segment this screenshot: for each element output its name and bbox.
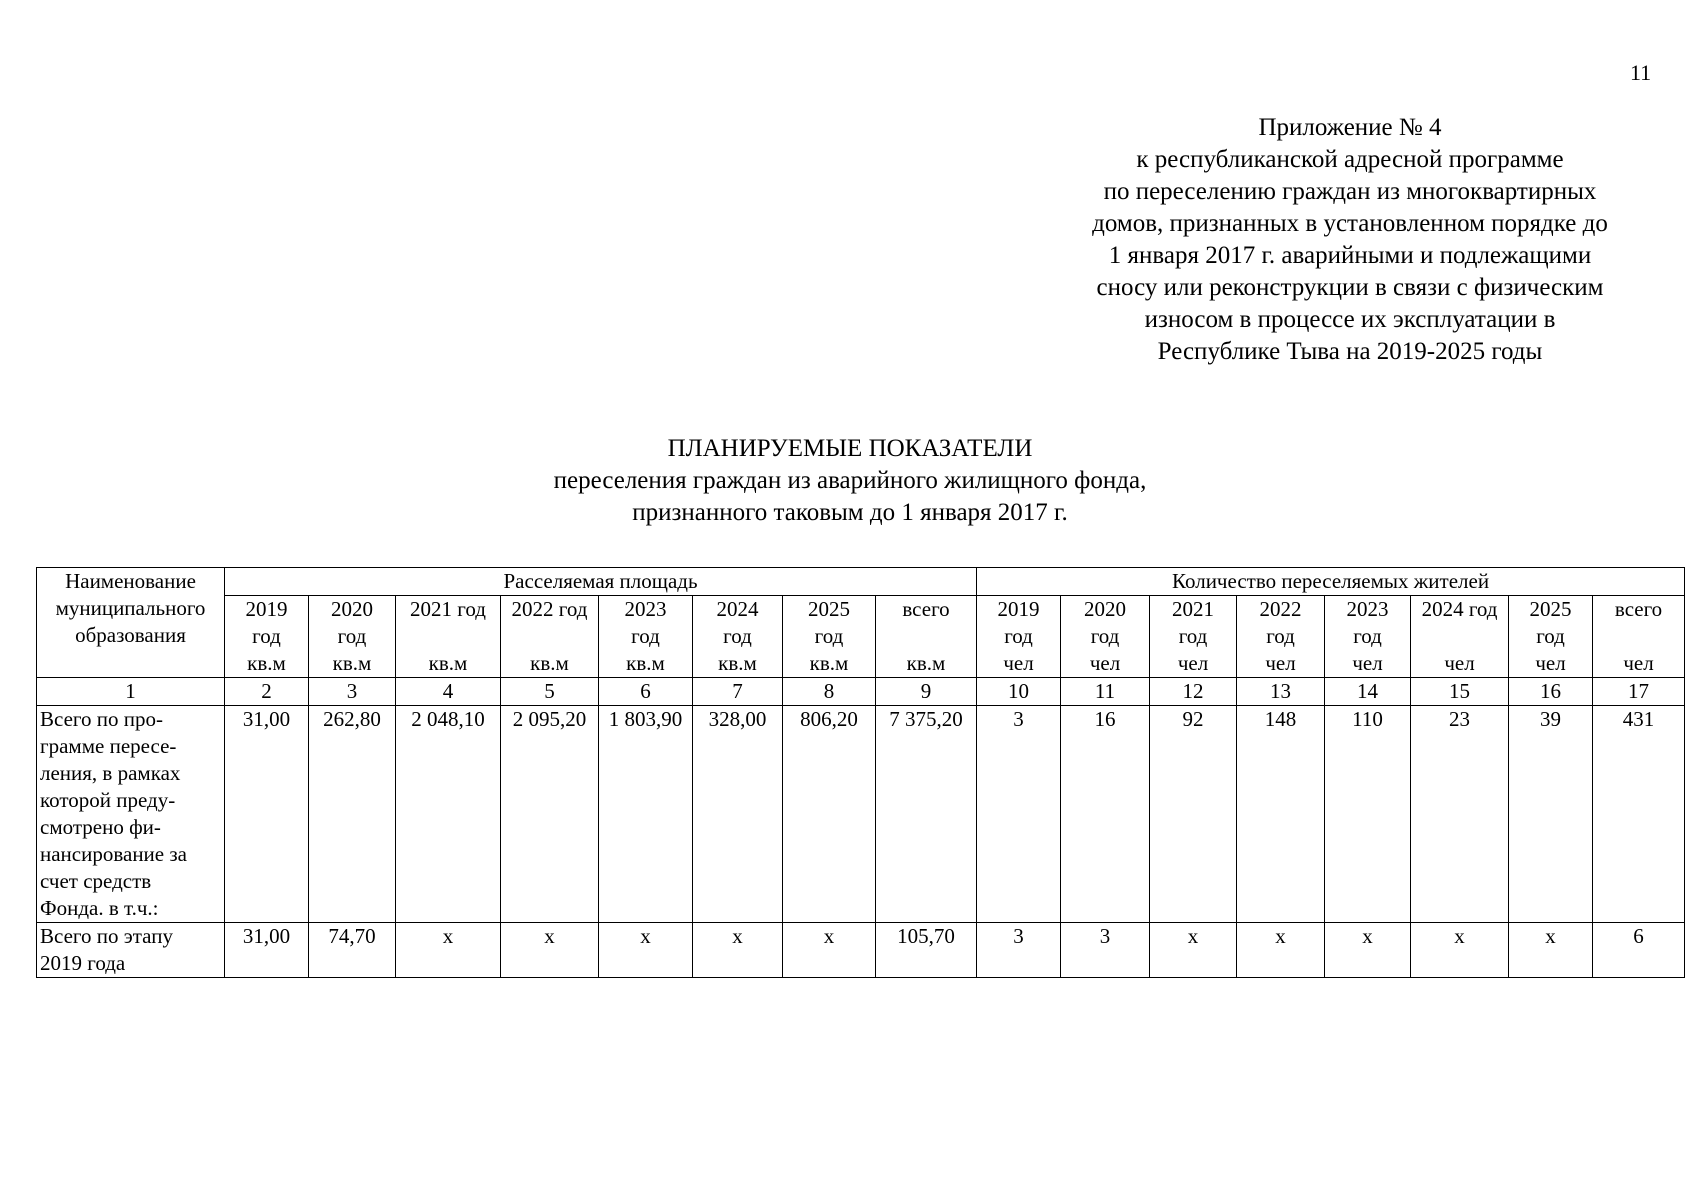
header-area-year — [396, 596, 501, 651]
data-cell: х — [1411, 923, 1509, 978]
appendix-line: домов, признанных в установленном порядке до — [1092, 210, 1608, 237]
cell-line: ления, в рамках — [40, 761, 181, 785]
header-area-year — [309, 596, 396, 651]
appendix-line: износом в процессе их эксплуатации в — [1144, 306, 1556, 333]
appendix-line: Приложение № 4 — [1258, 114, 1442, 141]
column-number: 14 — [1325, 678, 1411, 706]
data-cell: 2 095,20 — [501, 706, 599, 923]
data-cell: 105,70 — [876, 923, 977, 978]
data-cell: х — [1509, 923, 1593, 978]
header-people-unit: чел — [1593, 650, 1685, 678]
cell-line: образования — [75, 623, 186, 647]
header-area-year — [599, 596, 693, 651]
header-area-unit: кв.м — [783, 650, 876, 678]
cell-line: 2019 — [245, 597, 288, 621]
appendix-line: сносу или реконструкции в связи с физическим — [1096, 274, 1604, 301]
header-people-year — [1411, 596, 1509, 651]
title-subtitle-line: признанного таковым до 1 января 2017 г. — [632, 499, 1068, 526]
header-people-year — [977, 596, 1061, 651]
data-cell: 23 — [1411, 706, 1509, 923]
data-cell: х — [599, 923, 693, 978]
header-people-year — [1150, 596, 1237, 651]
table-row — [37, 923, 1685, 978]
data-cell: 262,80 — [309, 706, 396, 923]
indicators-table — [36, 567, 1685, 978]
data-cell: 31,00 — [225, 706, 309, 923]
header-municipality-name — [37, 568, 225, 678]
cell-line: год — [1004, 624, 1033, 648]
cell-line: год — [252, 624, 281, 648]
document-title — [350, 433, 1350, 529]
data-cell: 806,20 — [783, 706, 876, 923]
cell-line: 2025 — [808, 597, 850, 621]
header-people-unit: чел — [1061, 650, 1150, 678]
cell-line: 2019 — [997, 597, 1040, 621]
cell-line: год — [723, 624, 752, 648]
header-area-unit: кв.м — [693, 650, 783, 678]
header-area-year — [693, 596, 783, 651]
column-number: 15 — [1411, 678, 1509, 706]
column-number: 16 — [1509, 678, 1593, 706]
header-people-year — [1237, 596, 1325, 651]
appendix-line: по переселению граждан из многоквартирных — [1103, 178, 1597, 205]
header-people-unit: чел — [1237, 650, 1325, 678]
data-cell: 39 — [1509, 706, 1593, 923]
cell-line: 2021 год — [410, 597, 486, 621]
cell-line: Всего по про- — [40, 707, 163, 731]
column-number: 11 — [1061, 678, 1150, 706]
header-people-unit: чел — [1150, 650, 1237, 678]
header-area-year — [783, 596, 876, 651]
header-area-unit: кв.м — [876, 650, 977, 678]
column-number: 17 — [1593, 678, 1685, 706]
data-cell: 3 — [977, 706, 1061, 923]
cell-line: Наименование — [65, 569, 196, 593]
data-cell: 3 — [1061, 923, 1150, 978]
cell-line: год — [1178, 624, 1208, 648]
cell-line: грамме пересе- — [40, 734, 177, 758]
data-cell: 2 048,10 — [396, 706, 501, 923]
cell-line: год — [1353, 624, 1382, 648]
column-number: 1 — [37, 678, 225, 706]
data-cell: 74,70 — [309, 923, 396, 978]
cell-line: 2022 год — [511, 597, 588, 621]
cell-line: 2019 года — [40, 951, 126, 975]
cell-line: год — [631, 624, 660, 648]
data-cell: 6 — [1593, 923, 1685, 978]
cell-line: 2025 — [1529, 597, 1572, 621]
cell-line: которой преду- — [40, 788, 176, 812]
column-number: 5 — [501, 678, 599, 706]
header-area-year — [501, 596, 599, 651]
data-cell: 7 375,20 — [876, 706, 977, 923]
column-number: 13 — [1237, 678, 1325, 706]
cell-line: всего — [1614, 597, 1663, 621]
table-row — [37, 706, 1685, 923]
column-number: 10 — [977, 678, 1061, 706]
data-cell: х — [783, 923, 876, 978]
data-cell: х — [1150, 923, 1237, 978]
column-number: 3 — [309, 678, 396, 706]
header-people-year — [1325, 596, 1411, 651]
cell-line: год — [337, 624, 367, 648]
header-area-group: Расселяемая площадь — [225, 568, 977, 596]
data-cell: 16 — [1061, 706, 1150, 923]
data-cell: х — [396, 923, 501, 978]
data-cell: 1 803,90 — [599, 706, 693, 923]
header-area-unit: кв.м — [501, 650, 599, 678]
header-people-year — [1061, 596, 1150, 651]
column-number: 6 — [599, 678, 693, 706]
appendix-line: Республике Тыва на 2019-2025 годы — [1157, 338, 1543, 365]
title-subtitle-line: переселения граждан из аварийного жилищного фонда, — [553, 467, 1147, 494]
column-number: 7 — [693, 678, 783, 706]
cell-line: 2021 — [1172, 597, 1215, 621]
header-area-unit: кв.м — [599, 650, 693, 678]
data-cell: х — [501, 923, 599, 978]
cell-line: Фонда. в т.ч.: — [40, 896, 159, 920]
cell-line: год — [1090, 624, 1120, 648]
data-cell: х — [1325, 923, 1411, 978]
column-number: 2 — [225, 678, 309, 706]
header-area-unit: кв.м — [396, 650, 501, 678]
cell-line: год — [1266, 624, 1295, 648]
cell-line: нансирование за — [40, 842, 187, 866]
data-cell: 328,00 — [693, 706, 783, 923]
header-area-unit: кв.м — [309, 650, 396, 678]
page-number: 11 — [1630, 60, 1652, 85]
data-cell: х — [693, 923, 783, 978]
data-cell: 148 — [1237, 706, 1325, 923]
data-cell: 431 — [1593, 706, 1685, 923]
cell-line: всего — [902, 597, 950, 621]
header-people-unit: чел — [1325, 650, 1411, 678]
cell-line: 2024 — [716, 597, 759, 621]
row-name-cell — [37, 706, 225, 923]
cell-line: 2020 — [331, 597, 373, 621]
cell-line: муниципального — [55, 596, 206, 620]
appendix-line: 1 января 2017 г. аварийными и подлежащими — [1108, 242, 1592, 269]
header-area-unit: кв.м — [225, 650, 309, 678]
header-people-unit: чел — [977, 650, 1061, 678]
data-cell: 92 — [1150, 706, 1237, 923]
title-heading: ПЛАНИРУЕМЫЕ ПОКАЗАТЕЛИ — [667, 435, 1033, 462]
cell-line: год — [814, 624, 844, 648]
appendix-header — [1050, 112, 1650, 368]
header-people-year — [1509, 596, 1593, 651]
header-area-year — [225, 596, 309, 651]
row-name-cell — [37, 923, 225, 978]
cell-line: Всего по этапу — [40, 924, 173, 948]
column-number: 8 — [783, 678, 876, 706]
header-people-unit: чел — [1509, 650, 1593, 678]
cell-line: счет средств — [40, 869, 152, 893]
column-number: 12 — [1150, 678, 1237, 706]
appendix-line: к республиканской адресной программе — [1136, 146, 1564, 173]
header-people-unit: чел — [1411, 650, 1509, 678]
cell-line: смотрено фи- — [40, 815, 161, 839]
data-cell: 110 — [1325, 706, 1411, 923]
column-number: 4 — [396, 678, 501, 706]
column-number: 9 — [876, 678, 977, 706]
data-cell: х — [1237, 923, 1325, 978]
cell-line: 2020 — [1084, 597, 1127, 621]
header-people-group: Количество переселяемых жителей — [977, 568, 1685, 596]
cell-line: год — [1536, 624, 1565, 648]
header-area-year — [876, 596, 977, 651]
data-cell: 31,00 — [225, 923, 309, 978]
cell-line: 2024 год — [1421, 597, 1498, 621]
cell-line: 2023 — [624, 597, 667, 621]
header-people-year — [1593, 596, 1685, 651]
cell-line: 2022 — [1259, 597, 1302, 621]
cell-line: 2023 — [1346, 597, 1389, 621]
data-cell: 3 — [977, 923, 1061, 978]
